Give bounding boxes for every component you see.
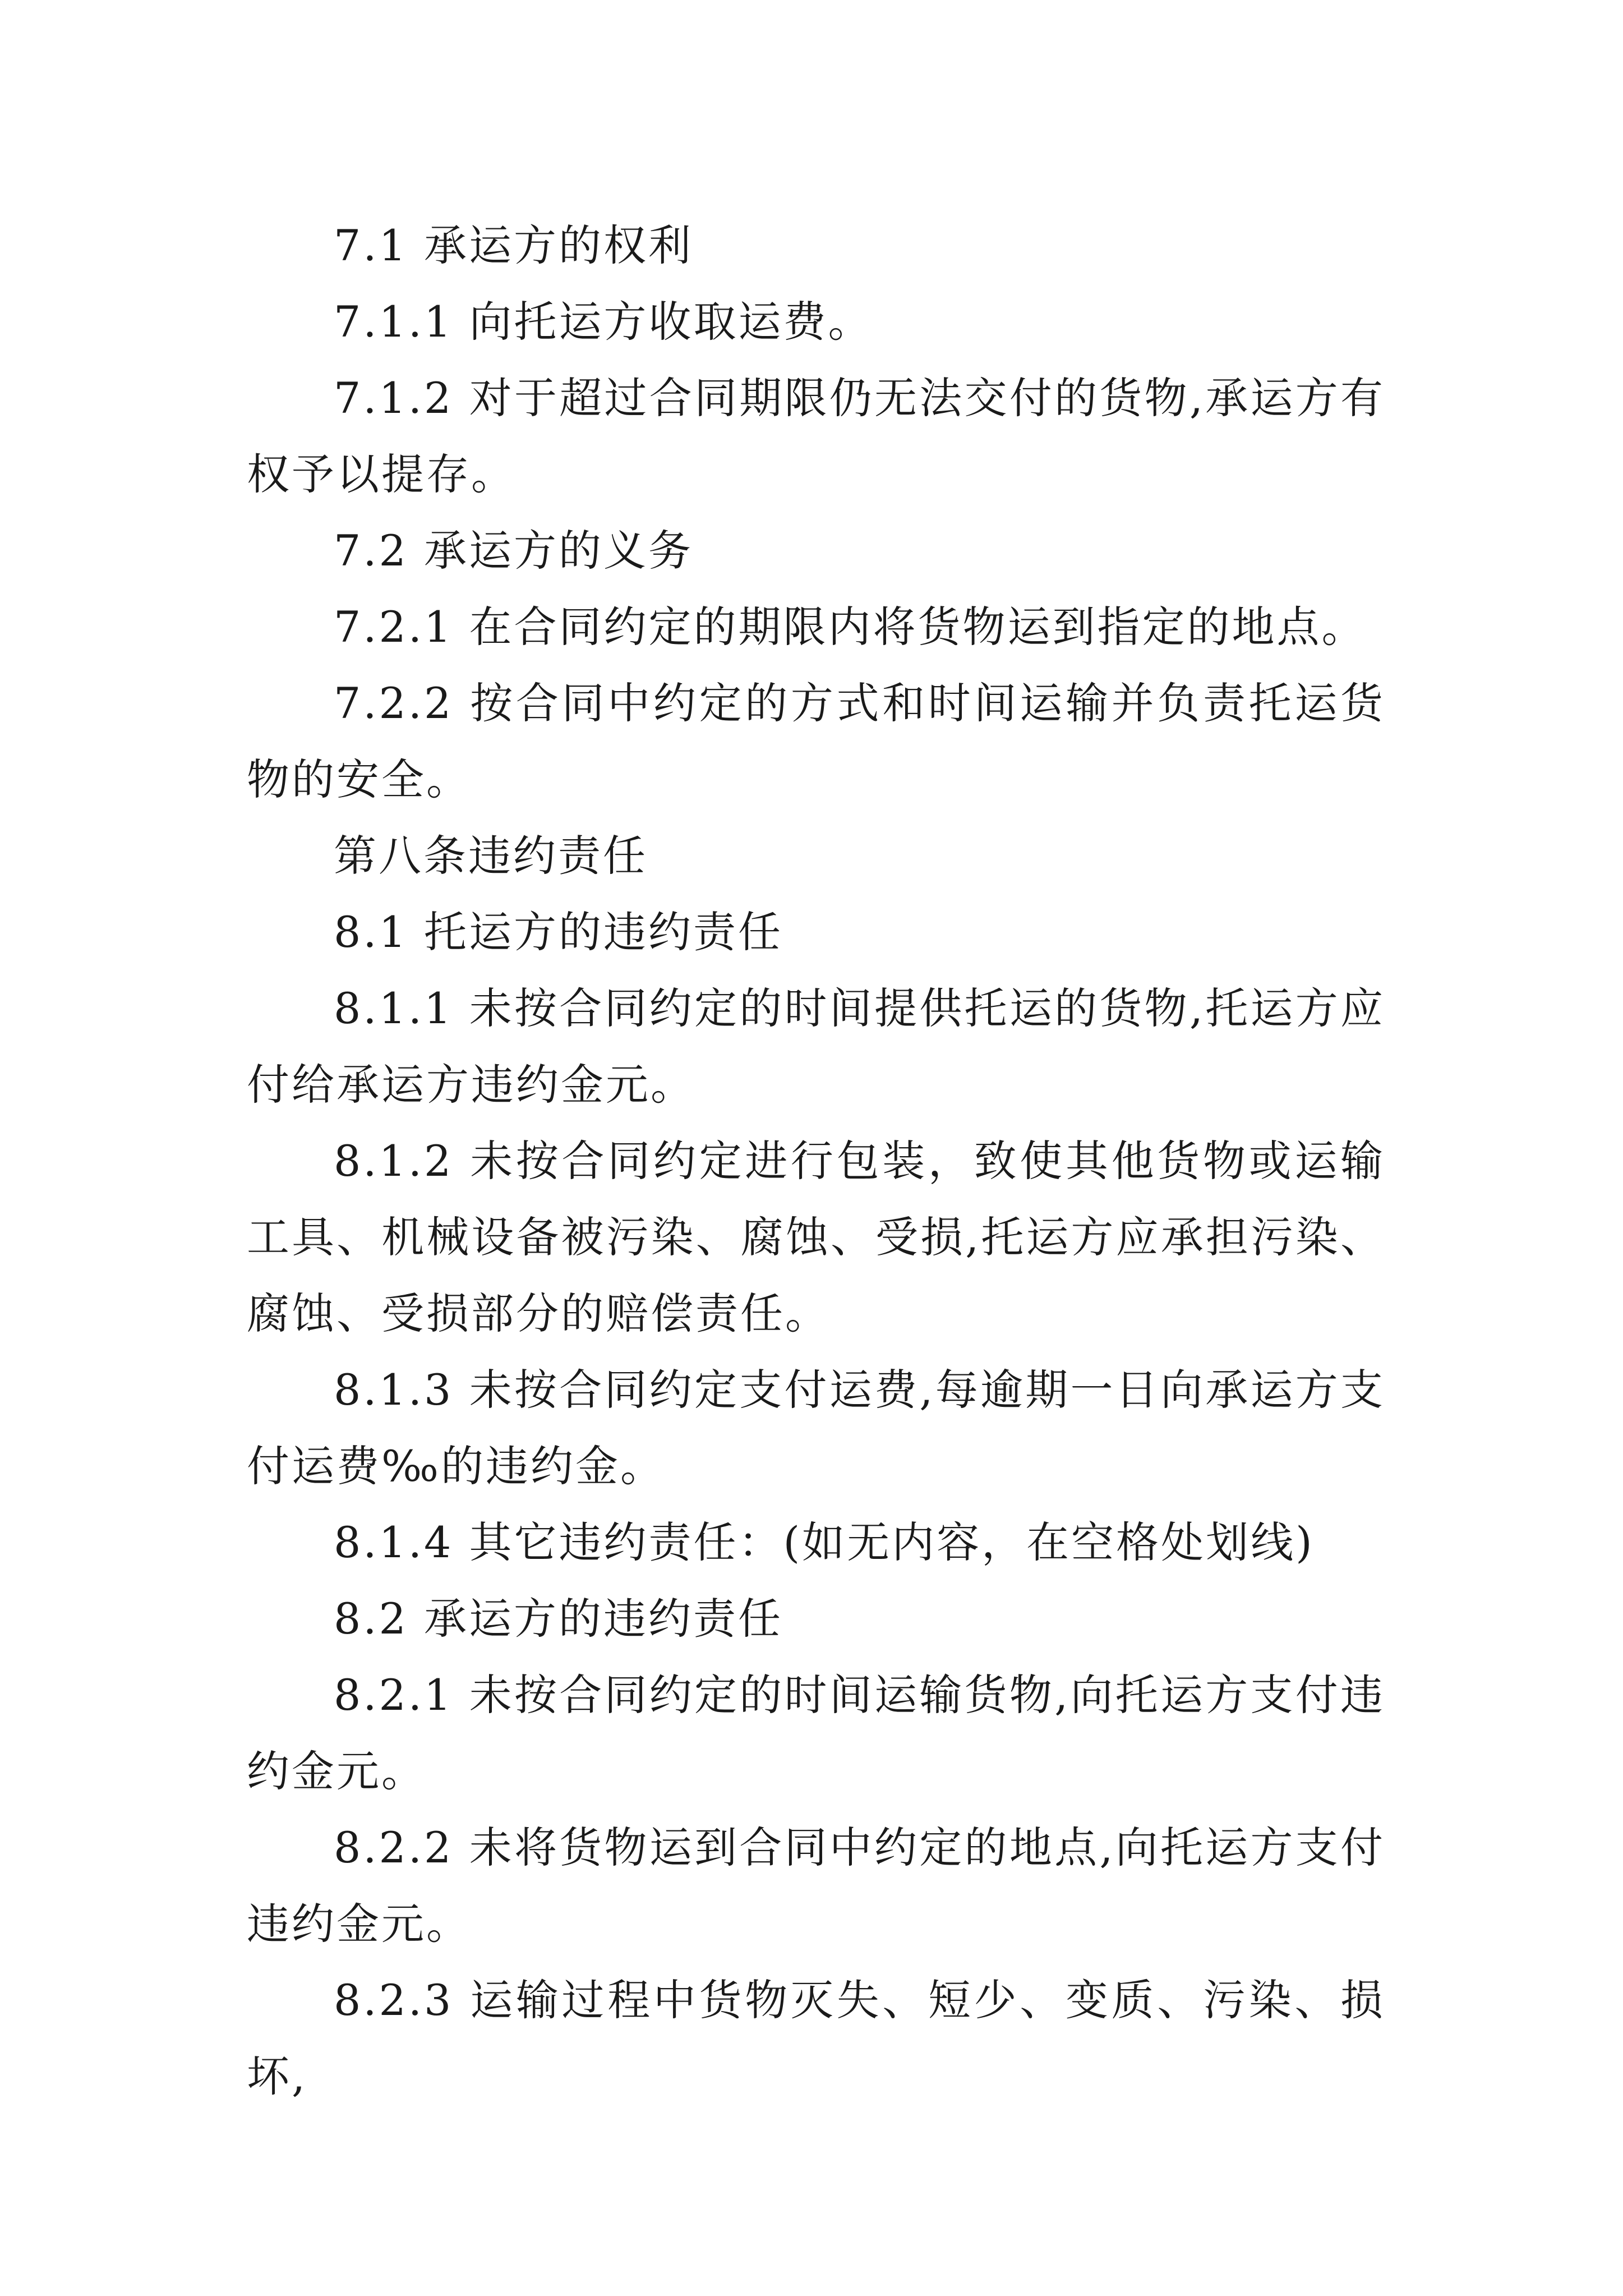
article-8-heading: 第八条违约责任 (334, 831, 648, 881)
clause-7-1-1: 7.1.1 向托运方收取运费。 (334, 297, 873, 347)
clause-8-1-heading: 8.1 托运方的违约责任 (334, 907, 783, 957)
clause-8-2-heading: 8.2 承运方的违约责任 (334, 1594, 783, 1644)
clause-7-2-2: 7.2.2 按合同中约定的方式和时间运输并负责托运货物的安全。 (247, 678, 1385, 804)
clause-8-1-1: 8.1.1 未按合同约定的时间提供托运的货物,托运方应付给承运方违约金元。 (247, 983, 1385, 1110)
clause-8-2-3: 8.2.3 运输过程中货物灭失、短少、变质、污染、损坏, (247, 1975, 1385, 2101)
clause-7-2-heading: 7.2 承运方的义务 (334, 526, 694, 576)
document-body (247, 208, 1385, 2115)
clause-8-2-1: 8.2.1 未按合同约定的时间运输货物,向托运方支付违约金元。 (247, 1670, 1385, 1796)
clause-7-1-2: 7.1.2 对于超过合同期限仍无法交付的货物,承运方有权予以提存。 (247, 373, 1385, 499)
clause-8-1-3: 8.1.3 未按合同约定支付运费,每逾期一日向承运方支付运费‰的违约金。 (247, 1365, 1385, 1491)
clause-7-1-heading: 7.1 承运方的权利 (334, 220, 694, 270)
clause-8-2-2: 8.2.2 未将货物运到合同中约定的地点,向托运方支付违约金元。 (247, 1823, 1385, 1949)
clause-8-1-2: 8.1.2 未按合同约定进行包装，致使其他货物或运输工具、机械设备被污染、腐蚀、受损,托运方应承担污染、腐蚀、受损部分的赔偿责任。 (247, 1136, 1385, 1338)
clause-8-1-4: 8.1.4 其它违约责任：(如无内容，在空格处划线) (334, 1517, 1315, 1567)
clause-7-2-1: 7.2.1 在合同约定的期限内将货物运到指定的地点。 (334, 602, 1367, 652)
